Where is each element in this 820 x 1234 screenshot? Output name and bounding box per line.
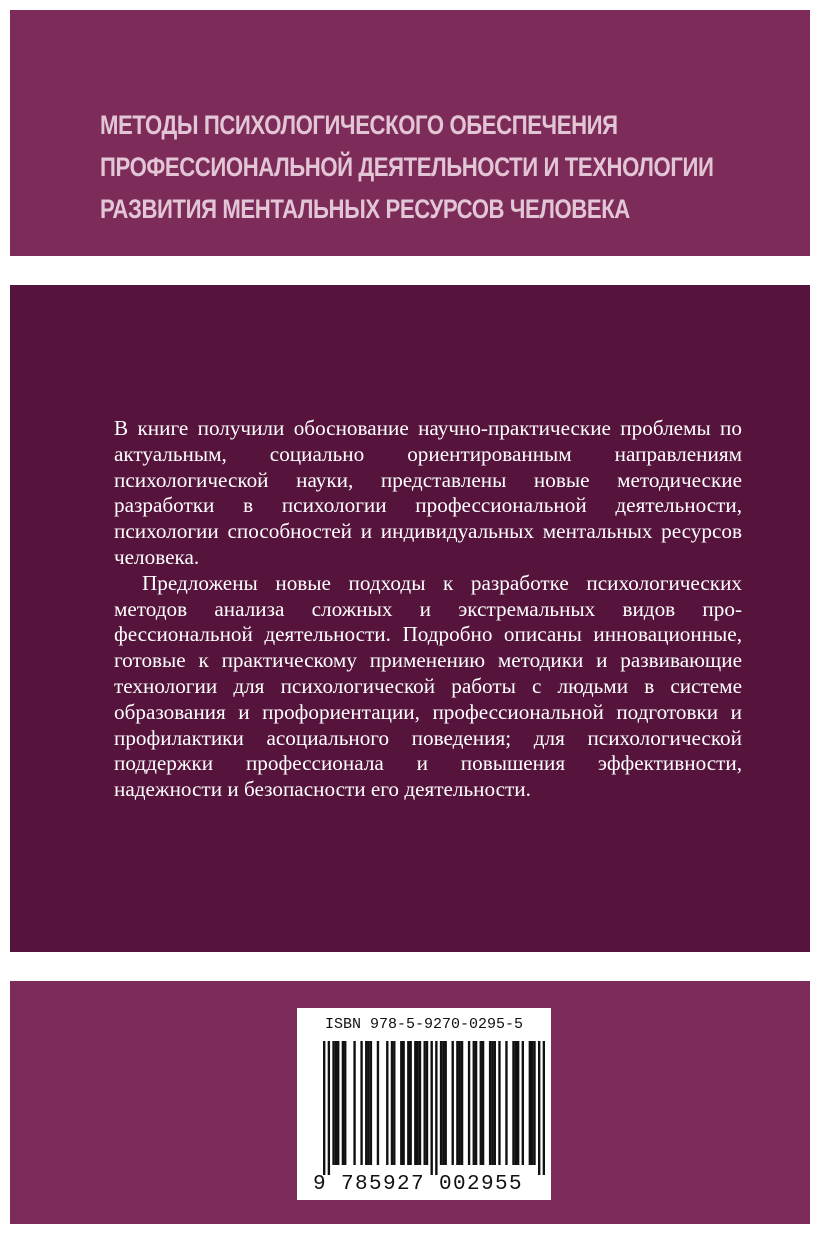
barcode-bar bbox=[407, 1041, 409, 1165]
barcode-bar bbox=[517, 1041, 519, 1165]
barcode-bar bbox=[391, 1041, 393, 1165]
annotation-paragraph-2: Предложены новые подходы к разработке психологических методов анализа сложных и экстремальных видов профессиональной деятельности. Подробно описаны инновационные, готовые к практическому применению методики и развивающие технологии для психологической работы с людьми в системе образования и профориентации, профессиональной подготовки и профилактики асоциального поведения; для психологической поддержки профессионала и повышения эффективности, надежности и безопасности его деятельности. bbox=[114, 570, 742, 802]
barcode-bar bbox=[423, 1041, 425, 1165]
barcode-bar bbox=[440, 1041, 442, 1165]
isbn-text: ISBN 978-5-9270-0295-5 bbox=[324, 1016, 524, 1033]
title-line-3: РАЗВИТИЯ МЕНТАЛЬНЫХ РЕСУРСОВ ЧЕЛОВЕКА bbox=[100, 194, 630, 224]
barcode-bar bbox=[367, 1041, 369, 1165]
barcode-bar bbox=[344, 1041, 346, 1165]
barcode-bar bbox=[370, 1041, 372, 1165]
barcode-bar bbox=[365, 1041, 367, 1165]
barcode-bar bbox=[452, 1041, 454, 1165]
book-title bbox=[100, 104, 714, 230]
barcode-bar bbox=[377, 1041, 379, 1165]
barcode-bar bbox=[342, 1041, 344, 1165]
barcode-bar bbox=[529, 1041, 531, 1165]
barcode-bar bbox=[459, 1041, 461, 1165]
barcode-bar bbox=[442, 1041, 444, 1165]
barcode-bar bbox=[393, 1041, 395, 1165]
barcode-bar bbox=[430, 1041, 432, 1175]
barcode-bar bbox=[505, 1041, 507, 1165]
barcode-bar bbox=[337, 1041, 339, 1165]
title-line-2: ПРОФЕССИОНАЛЬНОЙ ДЕЯТЕЛЬНОСТИ И ТЕХНОЛОГИИ bbox=[100, 152, 714, 182]
barcode-bar bbox=[494, 1041, 496, 1165]
barcode-bar bbox=[419, 1041, 421, 1165]
barcode-bar bbox=[489, 1041, 491, 1165]
barcode-bar bbox=[328, 1041, 330, 1175]
barcode-bar bbox=[360, 1041, 362, 1165]
barcode-bar bbox=[386, 1041, 388, 1165]
annotation-paragraph-1: В книге получили обоснование научно-практические проблемы по актуальным, социально ориентированным направлениям психологической науки, представлены новые методические разработки в психологии профессиональной деятельности, психологии способностей и индивидуальных ментальных ресурсов человека. bbox=[114, 416, 742, 569]
barcode-bar bbox=[409, 1041, 411, 1165]
barcode-bar bbox=[335, 1041, 337, 1165]
barcode-bar bbox=[531, 1041, 533, 1165]
barcode-bar bbox=[400, 1041, 402, 1165]
annotation-text bbox=[114, 416, 742, 803]
barcode-bar bbox=[468, 1041, 470, 1165]
barcode-bar bbox=[522, 1041, 524, 1165]
barcode-bar bbox=[475, 1041, 477, 1165]
barcode-bar bbox=[332, 1041, 334, 1165]
barcode-bar bbox=[473, 1041, 475, 1165]
barcode-bar bbox=[456, 1041, 458, 1165]
barcode-bar bbox=[480, 1041, 482, 1165]
barcode-bar bbox=[353, 1041, 355, 1165]
barcode-bar bbox=[402, 1041, 404, 1165]
title-line-1: МЕТОДЫ ПСИХОЛОГИЧЕСКОГО ОБЕСПЕЧЕНИЯ bbox=[100, 110, 618, 140]
barcode-bar bbox=[426, 1041, 428, 1165]
barcode-bar bbox=[512, 1041, 514, 1165]
barcode-bar bbox=[414, 1041, 416, 1165]
barcode-bar bbox=[416, 1041, 418, 1165]
barcode-bar bbox=[491, 1041, 493, 1165]
barcode-icon bbox=[323, 1041, 545, 1175]
barcode-bar bbox=[543, 1041, 545, 1175]
ean-digits: 9 785927 002955 bbox=[313, 1173, 524, 1196]
barcode-label bbox=[297, 1008, 551, 1200]
barcode-bar bbox=[533, 1041, 535, 1165]
barcode-bar bbox=[482, 1041, 484, 1165]
barcode-bar bbox=[498, 1041, 500, 1165]
barcode-bar bbox=[515, 1041, 517, 1165]
barcode-bar bbox=[323, 1041, 325, 1175]
barcode-bar bbox=[435, 1041, 437, 1175]
barcode-bar bbox=[538, 1041, 540, 1175]
barcode-bar bbox=[461, 1041, 463, 1165]
barcode-bar bbox=[445, 1041, 447, 1165]
